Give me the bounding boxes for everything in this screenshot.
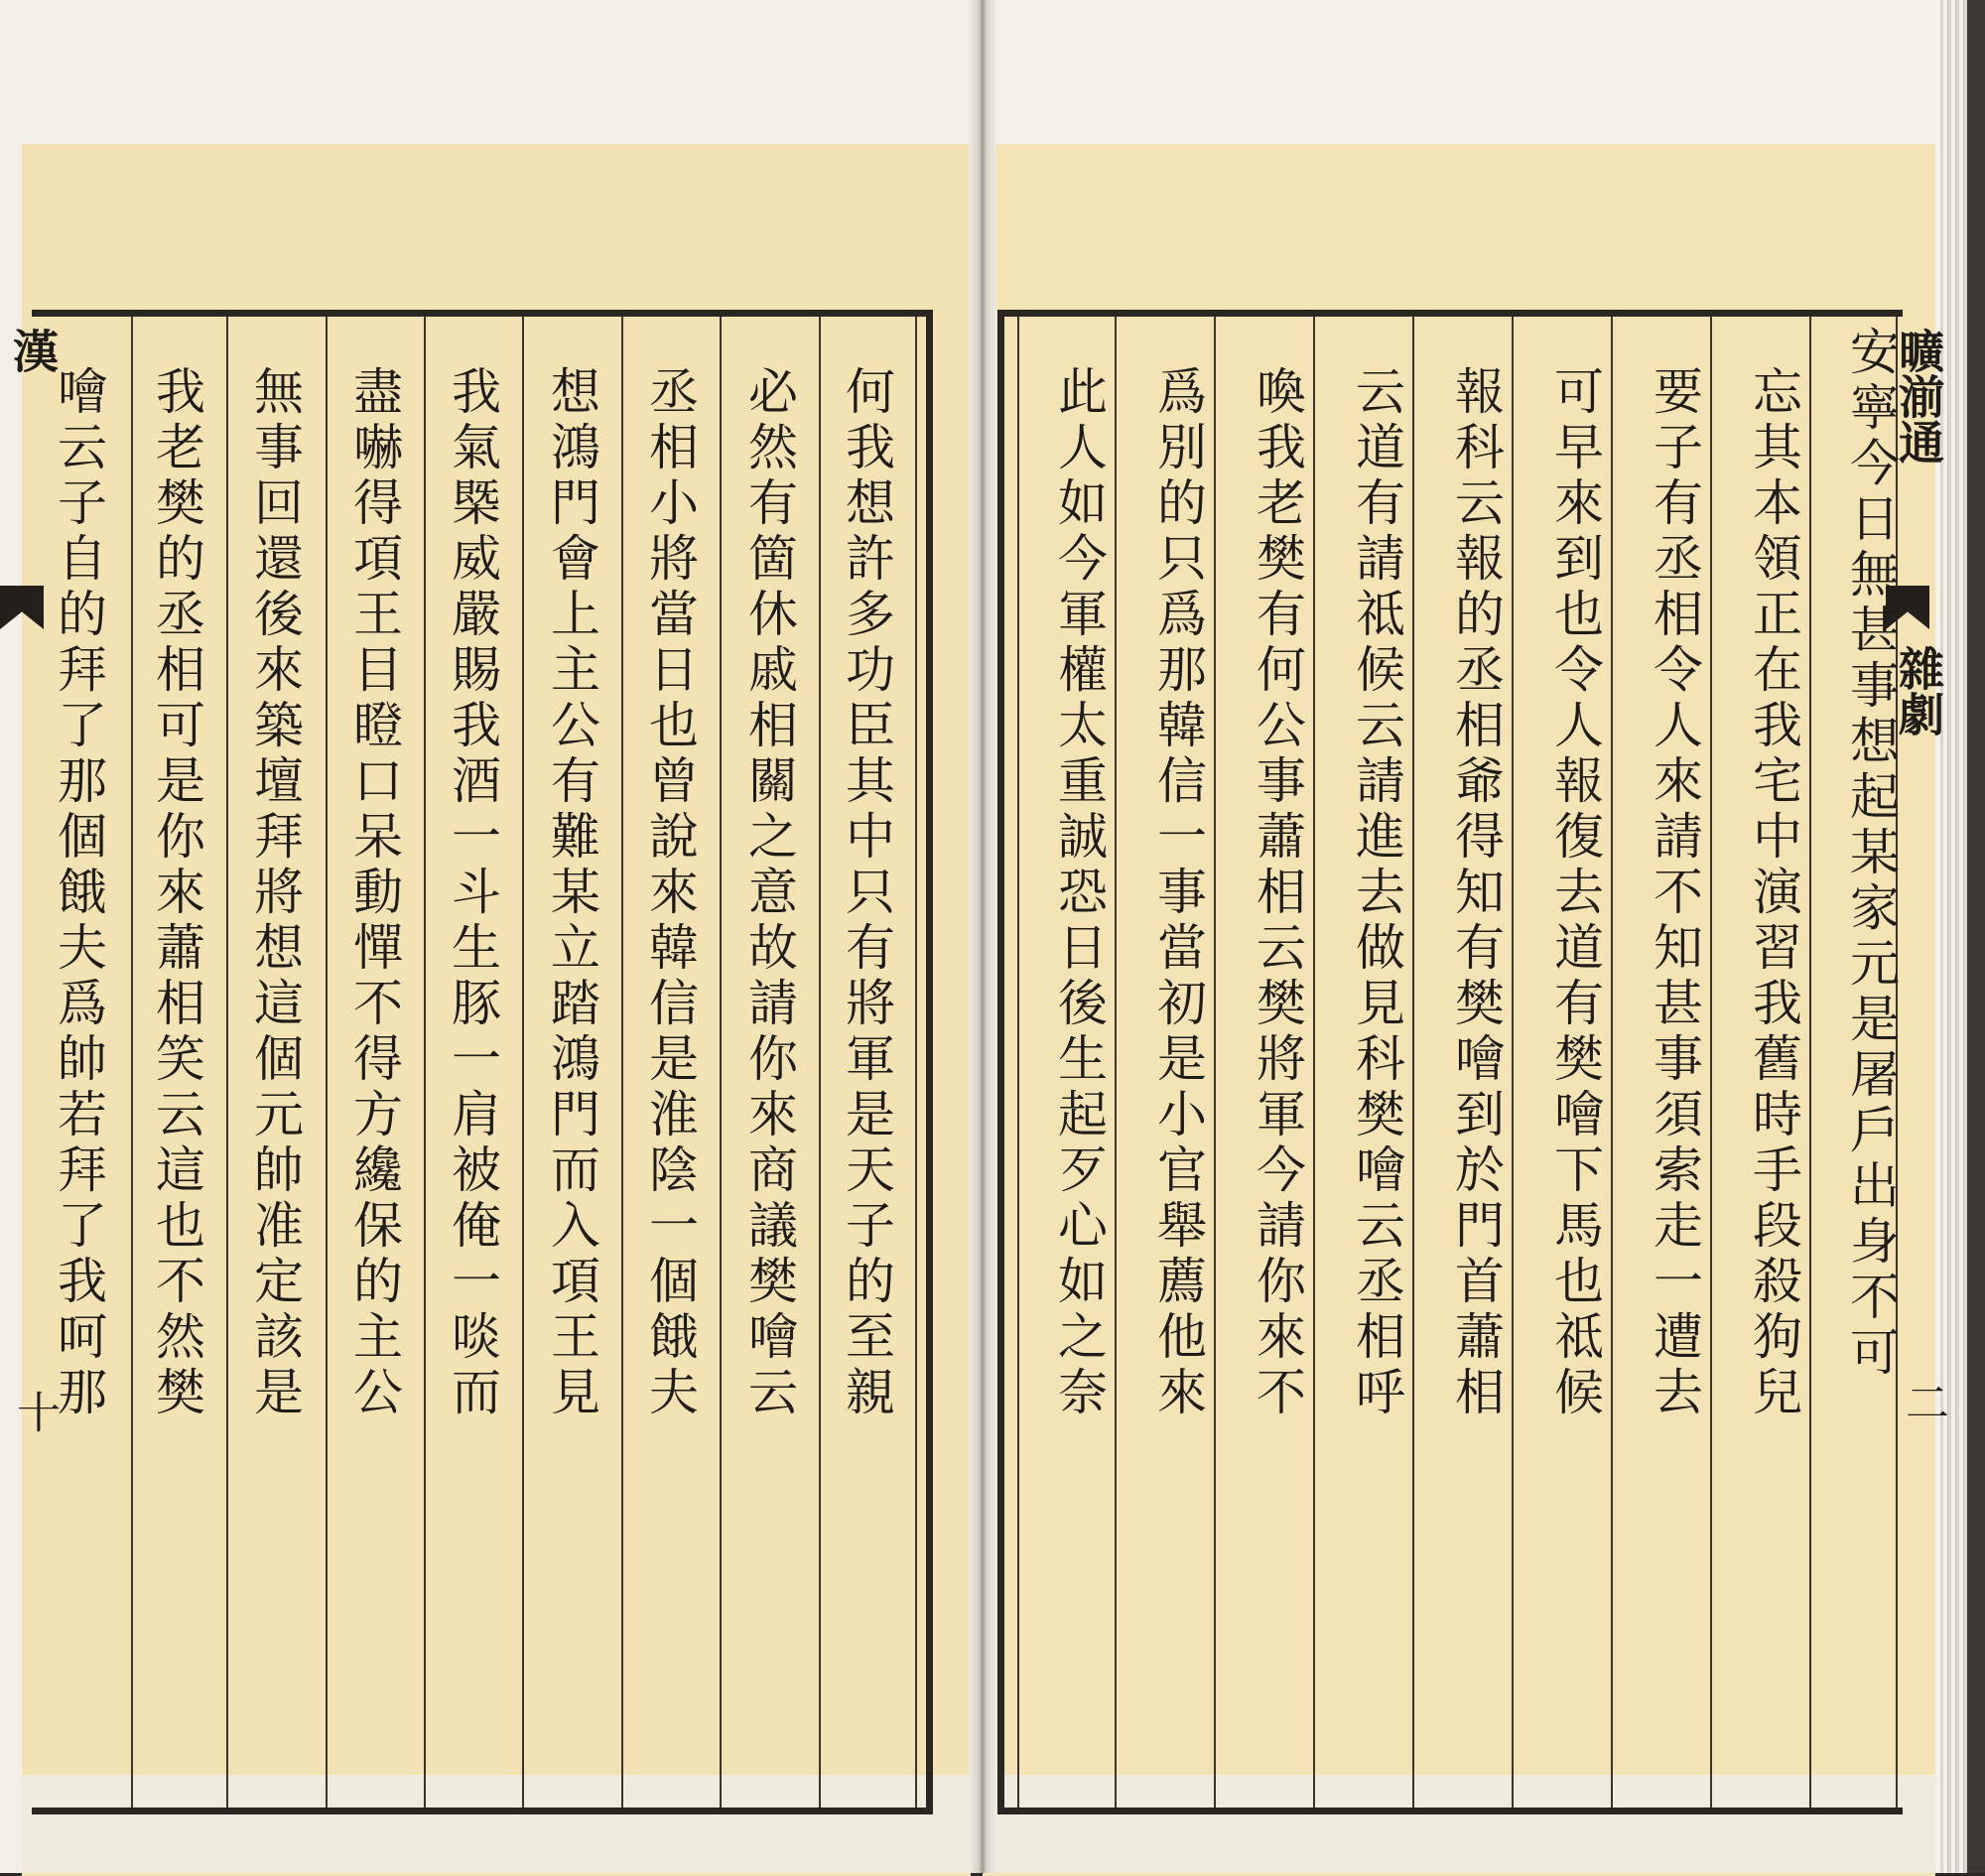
column-rule — [1017, 317, 1019, 1808]
text-column: 我氣槩威嚴賜我酒一斗生豚一肩被俺一啖而 — [444, 365, 501, 1421]
column-rule — [1214, 317, 1216, 1808]
column-rule — [1412, 317, 1414, 1808]
text-column: 可早來到也令人報復去道有樊噲下馬也祗候 — [1546, 365, 1604, 1421]
column-rule — [1512, 317, 1514, 1808]
text-column: 爲別的只爲那韓信一事當初是小官舉薦他來 — [1149, 365, 1207, 1421]
left-frame-border — [926, 317, 933, 1808]
fore-edge — [1940, 0, 1985, 1873]
column-rule — [226, 317, 228, 1808]
column-rule — [1710, 317, 1712, 1808]
text-column: 安寧今日無甚事想起某家元是屠戶出身不可 — [1842, 326, 1900, 1382]
text-column: 此人如今軍權太重誠恐日後生起歹心如之奈 — [1050, 365, 1108, 1421]
text-column: 盡嚇得項王目瞪口呆動憚不得方纔保的主公 — [345, 365, 403, 1421]
column-rule — [1313, 317, 1315, 1808]
right-frame-border — [997, 317, 1004, 1808]
left-folio-number: 十 — [9, 1390, 60, 1433]
text-column: 何我想許多功臣其中只有將軍是天子的至親 — [838, 365, 895, 1421]
book-gutter — [969, 0, 996, 1873]
column-rule — [1115, 317, 1117, 1808]
column-rule — [621, 317, 623, 1808]
column-rule — [1611, 317, 1613, 1808]
text-column: 喚我老樊有何公事蕭相云樊將軍今請你來不 — [1249, 365, 1306, 1421]
text-column: 要子有丞相令人來請不知甚事須索走一遭去 — [1646, 365, 1703, 1421]
text-column: 想鴻門會上主公有難某立踏鴻門而入項王見 — [543, 365, 600, 1421]
left-running-title: 漢 — [6, 328, 60, 373]
text-column: 無事回還後來築壇拜將想這個元帥准定該是 — [246, 365, 304, 1421]
column-rule — [915, 317, 917, 1808]
column-rule — [1809, 317, 1811, 1808]
text-column: 噲云子自的拜了那個餓夫爲帥若拜了我呵那 — [50, 365, 107, 1421]
text-column: 必然有箇休戚相關之意故請你來商議樊噲云 — [740, 365, 798, 1421]
column-rule — [131, 317, 133, 1808]
text-column: 報科云報的丞相爺得知有樊噲到於門首蕭相 — [1447, 365, 1505, 1421]
column-rule — [720, 317, 722, 1808]
section-title: 雜劇 — [1892, 645, 1945, 737]
text-column: 忘其本領正在我宅中演習我舊時手段殺狗兒 — [1745, 365, 1802, 1421]
running-title: 曠湔通 — [1892, 328, 1945, 465]
folio-number: 二 — [1898, 1380, 1948, 1423]
text-column: 我老樊的丞相可是你來蕭相笑云這也不然樊 — [148, 365, 205, 1421]
column-rule — [424, 317, 426, 1808]
text-column: 云道有請祗候云請進去做見科樊噲云丞相呼 — [1348, 365, 1405, 1421]
text-column: 丞相小將當日也曾說來韓信是淮陰一個餓夫 — [641, 365, 699, 1421]
column-rule — [522, 317, 524, 1808]
column-rule — [326, 317, 328, 1808]
column-rule — [819, 317, 821, 1808]
